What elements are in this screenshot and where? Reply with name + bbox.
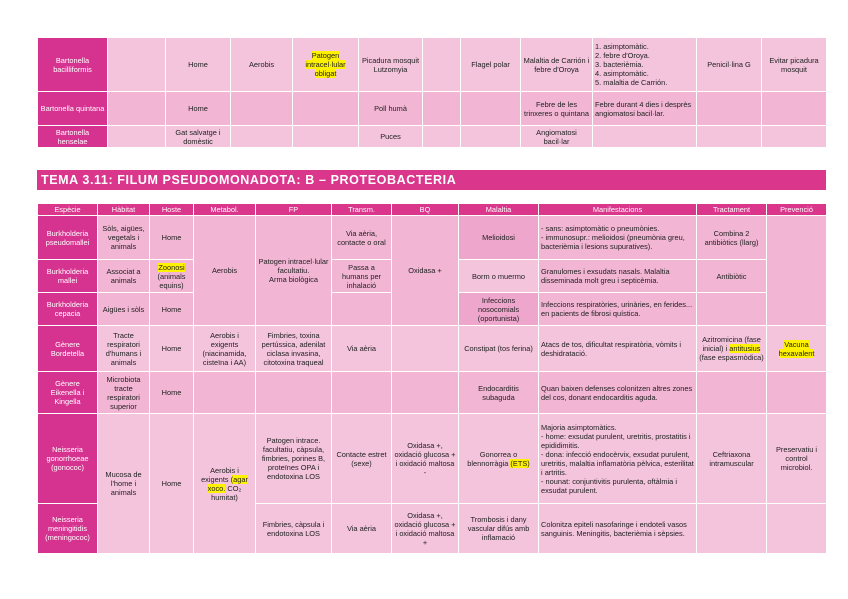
manif-cell: Infeccions respiratòries, urinàries, en ferides... en pacients de fibrosi quística. (539, 293, 697, 326)
bq-cell: Oxidasa + (392, 216, 459, 326)
highlight: antitusius (729, 344, 761, 353)
metab-cell (194, 414, 256, 554)
col-header: Hoste (150, 204, 194, 216)
metab-cell: Aerobis (194, 216, 256, 326)
manif-cell: Colonitza epiteli nasofaringe i endoteli vasos sanguinis. Meningitis, bacterièmia i sèpsies. (539, 504, 697, 554)
header-row (38, 204, 827, 216)
habitat-cell: Associat a animals (98, 260, 150, 293)
disease-cell: Febre de les trinxeres o quintana (521, 92, 593, 126)
species-cell: Gènere Eikenella i Kingella (38, 372, 98, 414)
species-cell: Gènere Bordetella (38, 326, 98, 372)
bq-cell: Oxidasa +, oxidació glucosa + i oxidació maltosa + (392, 504, 459, 554)
transm-cell: Via aèria (332, 504, 392, 554)
disease-cell: Trombosis i dany vascular difús amb inflamació (459, 504, 539, 554)
bartonella-table (37, 37, 827, 148)
host-text: (animals equins) (157, 271, 186, 290)
prev-cell: Preservatiu i control microbiol. (767, 414, 827, 504)
host-cell: Home (150, 216, 194, 260)
highlight: (ETS) (510, 458, 530, 468)
habitat-cell: Microbiota tracte respiratori superior (98, 372, 150, 414)
disease-cell: Borm o muermo (459, 260, 539, 293)
species-cell: Burkholderia pseudomallei (38, 216, 98, 260)
proteobacteria-table (37, 203, 827, 554)
disease-cell: Endocarditis subaguda (459, 372, 539, 414)
treat-cell: Penicil·lina G (697, 38, 762, 92)
metab-text: CO₂ humitat) (211, 483, 242, 502)
host-cell: Home (166, 38, 231, 92)
table-row (38, 38, 827, 92)
treat-cell: Ceftriaxona intramuscular (697, 414, 767, 504)
col-header: Tractament (697, 204, 767, 216)
metab-cell: Aerobis (231, 38, 293, 92)
host-cell: Home (150, 293, 194, 326)
species-cell: Bartonella bacilliformis (38, 38, 108, 92)
disease-cell: Angiomatosi bacil·lar (521, 126, 593, 148)
table-row (38, 126, 827, 148)
disease-cell (459, 414, 539, 504)
treat-text: (fase espasmòdica) (699, 353, 764, 362)
col-header: Transm. (332, 204, 392, 216)
transm-cell: Poll humà (359, 92, 423, 126)
habitat-cell: Aigües i sòls (98, 293, 150, 326)
bq-cell: Oxidasa +, oxidació glucosa + i oxidació maltosa - (392, 414, 459, 504)
table-row (38, 326, 827, 372)
bq-cell: Flagel polar (461, 38, 521, 92)
manif-cell: 1. asimptomàtic. 2. febre d'Oroya. 3. bacterièmia. 4. asimptomàtic. 5. malaltia de Carrión. (593, 38, 697, 92)
disease-cell: Infeccions nosocomials (oportunista) (459, 293, 539, 326)
disease-cell: Constipat (tos ferina) (459, 326, 539, 372)
fp-cell: Fimbries, toxina pertússica, adenilat ciclasa invasina, citotoxina traqueal (256, 326, 332, 372)
transm-cell: Via aèria (332, 326, 392, 372)
host-cell (150, 260, 194, 293)
manif-cell: Atacs de tos, dificultat respiratòria, vòmits i deshidratació. (539, 326, 697, 372)
host-cell: Home (150, 414, 194, 554)
table-row (38, 216, 827, 260)
habitat-cell: Mucosa de l'home i animals (98, 414, 150, 554)
metab-text: Aerobis i exigents (201, 465, 239, 484)
col-header: FP (256, 204, 332, 216)
species-cell: Neisseria meningitidis (meningococ) (38, 504, 98, 554)
transm-cell: Picadura mosquit Lutzomyia (359, 38, 423, 92)
table-row (38, 414, 827, 504)
highlight: (agar xoco. (207, 474, 248, 493)
fp-cell: Patogen intrace. facultatiu, càpsula, fimbries, porines B, proteïnes OPA i endotoxina LOS (256, 414, 332, 504)
section-title: TEMA 3.11: FILUM PSEUDOMONADOTA: B – PROTEOBACTERIA (37, 170, 826, 190)
manif-cell: Febre durant 4 dies i desprès angiomatosi bacil·lar. (593, 92, 697, 126)
fp-cell: Patogen intracel·lular facultatiu. Arma biològica (256, 216, 332, 326)
disease-text: Gonorrea o blennorràgia (467, 449, 518, 468)
table-row (38, 92, 827, 126)
transm-cell: Contacte estret (sexe) (332, 414, 392, 504)
treat-text: Azitromicina (fase inicial) i (702, 335, 761, 353)
species-cell: Neisseria gonorrhoeae (gonococ) (38, 414, 98, 504)
treat-cell (697, 326, 767, 372)
species-cell: Bartonella henselae (38, 126, 108, 148)
highlight: Vacuna hexavalent (778, 339, 815, 358)
habitat-cell: Sòls, aigües, vegetals i animals (98, 216, 150, 260)
prev-cell: Evitar picadura mosquit (762, 38, 827, 92)
transm-cell: Via aèria, contacte o oral (332, 216, 392, 260)
treat-cell: Combina 2 antibiòtics (llarg) (697, 216, 767, 260)
transm-cell: Puces (359, 126, 423, 148)
col-header: Manifestacions (539, 204, 697, 216)
col-header: Hàbitat (98, 204, 150, 216)
treat-cell: Antibiòtic (697, 260, 767, 293)
host-cell: Home (150, 372, 194, 414)
col-header: Prevenció (767, 204, 827, 216)
disease-cell: Melioidosi (459, 216, 539, 260)
table-row (38, 372, 827, 414)
col-header: Metabol. (194, 204, 256, 216)
metab-cell: Aerobis i exigents (niacinamida, cisteïna i AA) (194, 326, 256, 372)
host-cell: Home (166, 92, 231, 126)
col-header: Espècie (38, 204, 98, 216)
disease-cell: Malaltia de Carrión i febre d'Oroya (521, 38, 593, 92)
manif-cell: Granulomes i exsudats nasals. Malaltia disseminada molt greu i septicèmia. (539, 260, 697, 293)
species-cell: Burkholderia cepacia (38, 293, 98, 326)
prev-cell (767, 326, 827, 372)
species-cell: Bartonella quintana (38, 92, 108, 126)
transm-cell: Passa a humans per inhalació (332, 260, 392, 293)
habitat-cell: Tracte respiratori d'humans i animals (98, 326, 150, 372)
manif-cell: Majoria asimptomàtics. - home: exsudat purulent, uretritis, prostatitis i epididimitis. - dona: infecció endocèrvix, exsudat purulent, uretritis, malaltia inflamatòria pèlvica, esterilitat i artritis. - nounat: conjuntivitis purulenta, oftàlmia i exsudat purulent. (539, 414, 697, 504)
col-header: Malaltia (459, 204, 539, 216)
host-cell: Gat salvatge i domèstic (166, 126, 231, 148)
manif-cell: Quan baixen defenses colonitzen altres zones del cos, donant endocarditis aguda. (539, 372, 697, 414)
highlight: Zoonosi (158, 262, 185, 272)
manif-cell: - sans: asimptomàtic o pneumònies. - immunosupr.: melioidosi (pneumònia greu, bacterièmia i lesions supuratives). (539, 216, 697, 260)
fp-cell: Fimbries, càpsula i endotoxina LOS (256, 504, 332, 554)
species-cell: Burkholderia mallei (38, 260, 98, 293)
host-cell: Home (150, 326, 194, 372)
highlight: Patogen intracel·lular obligat (305, 51, 346, 78)
col-header: BQ (392, 204, 459, 216)
